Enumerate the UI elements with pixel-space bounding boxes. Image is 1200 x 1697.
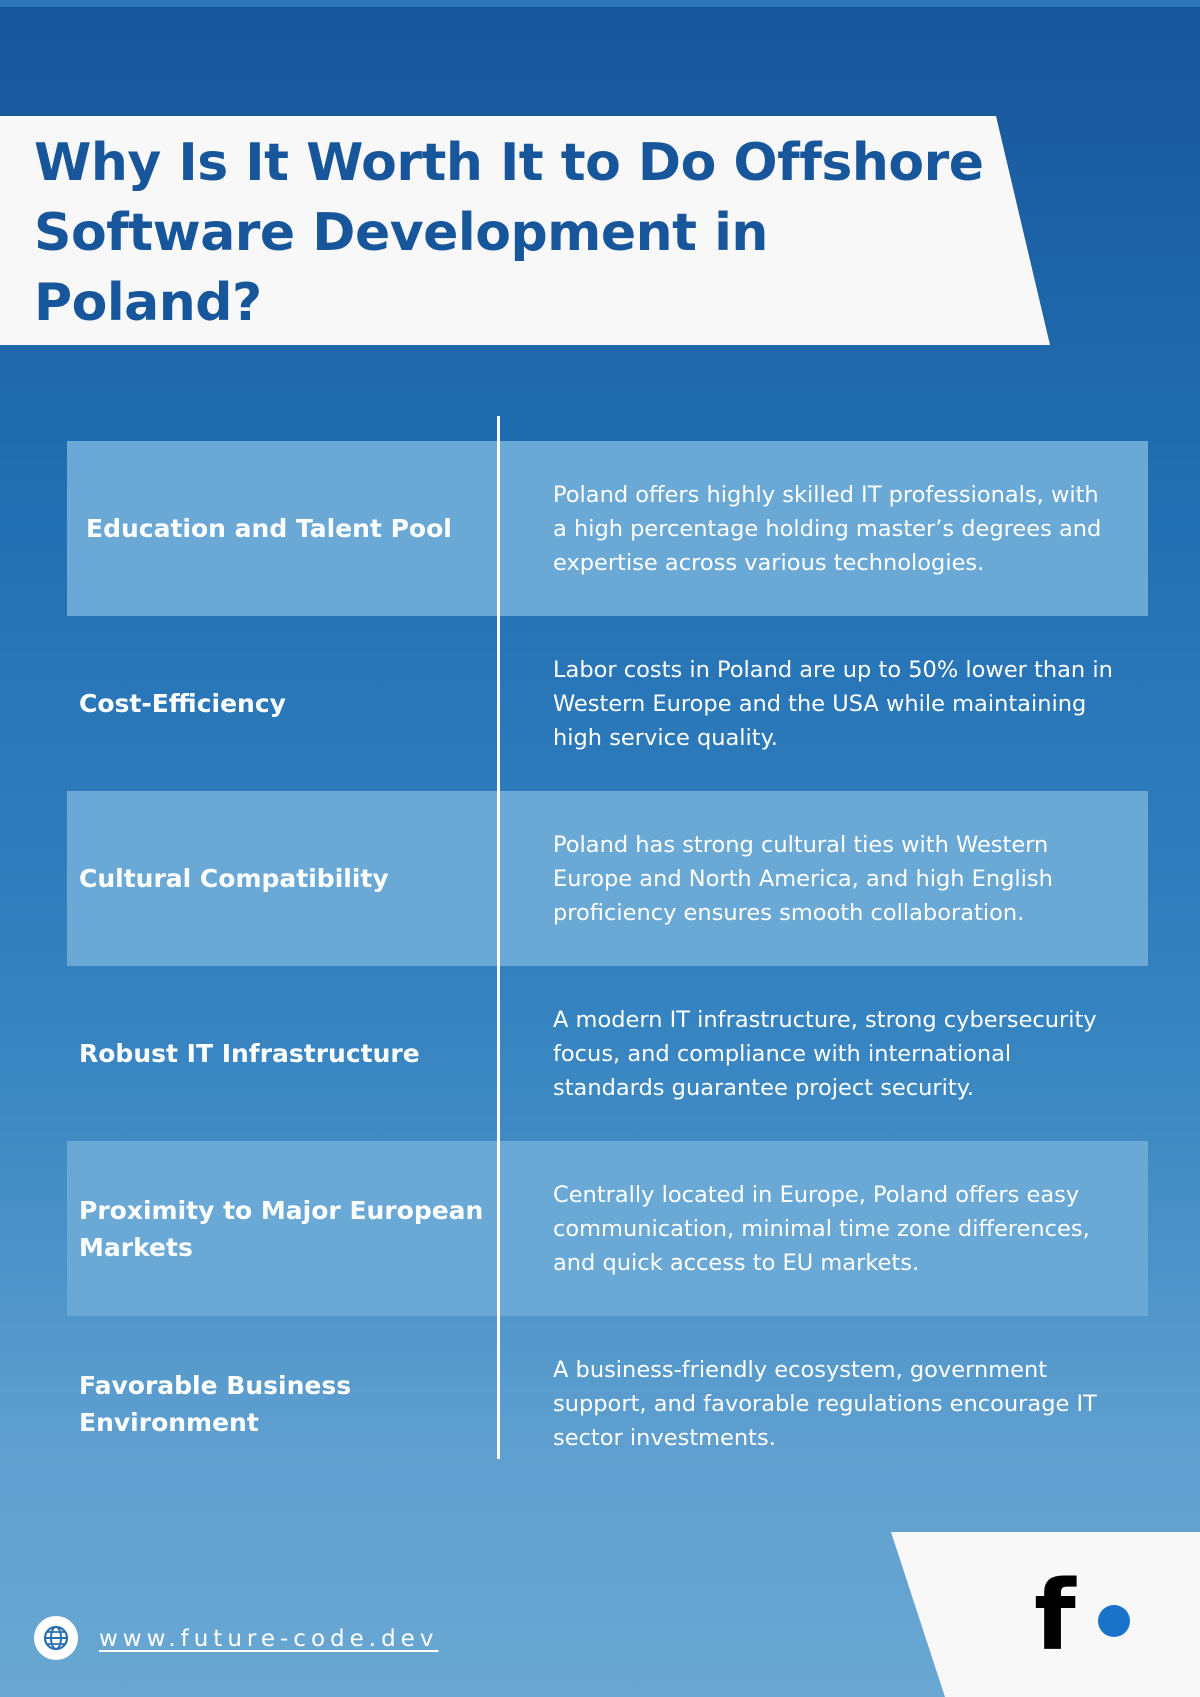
row-description: Poland has strong cultural ties with Western Europe and North America, and high English proficiency ensures smooth collaboration. (553, 831, 1053, 926)
row-description: Poland offers highly skilled IT professionals, with a high percentage holding master’s degrees and expertise across various technologies. (553, 481, 1102, 576)
table-row (67, 441, 1148, 616)
table-row (67, 791, 1148, 966)
row-label: Favorable Business Environment (79, 1370, 352, 1437)
top-strip (0, 0, 1200, 7)
website-link[interactable]: www.future-code.dev (99, 1626, 439, 1652)
table-row (67, 1141, 1148, 1316)
row-label: Education and Talent Pool (86, 514, 452, 543)
page-title: Why Is It Worth It to Do Offshore Software Development in Poland? (34, 133, 984, 333)
table-row (67, 966, 1148, 1141)
globe-icon (34, 1616, 78, 1660)
row-description: A business-friendly ecosystem, government support, and favorable regulations encourage IT sector investments. (553, 1356, 1097, 1451)
brand-logo-dot (1098, 1605, 1130, 1637)
table-row (67, 616, 1148, 791)
table-row (67, 1316, 1148, 1491)
row-description: Labor costs in Poland are up to 50% lower than in Western Europe and the USA while maintaining high service quality. (553, 656, 1113, 751)
row-description: Centrally located in Europe, Poland offers easy communication, minimal time zone differences, and quick access to EU markets. (553, 1181, 1090, 1276)
row-label: Proximity to Major European Markets (79, 1195, 484, 1262)
brand-logo-letter: f (1034, 1560, 1076, 1672)
row-label: Robust IT Infrastructure (79, 1039, 420, 1068)
row-label: Cultural Compatibility (79, 864, 389, 893)
row-label: Cost-Efficiency (79, 689, 286, 718)
benefits-table (67, 441, 1148, 1491)
row-description: A modern IT infrastructure, strong cybersecurity focus, and compliance with international standards guarantee project security. (553, 1006, 1097, 1101)
column-divider (497, 416, 500, 1459)
